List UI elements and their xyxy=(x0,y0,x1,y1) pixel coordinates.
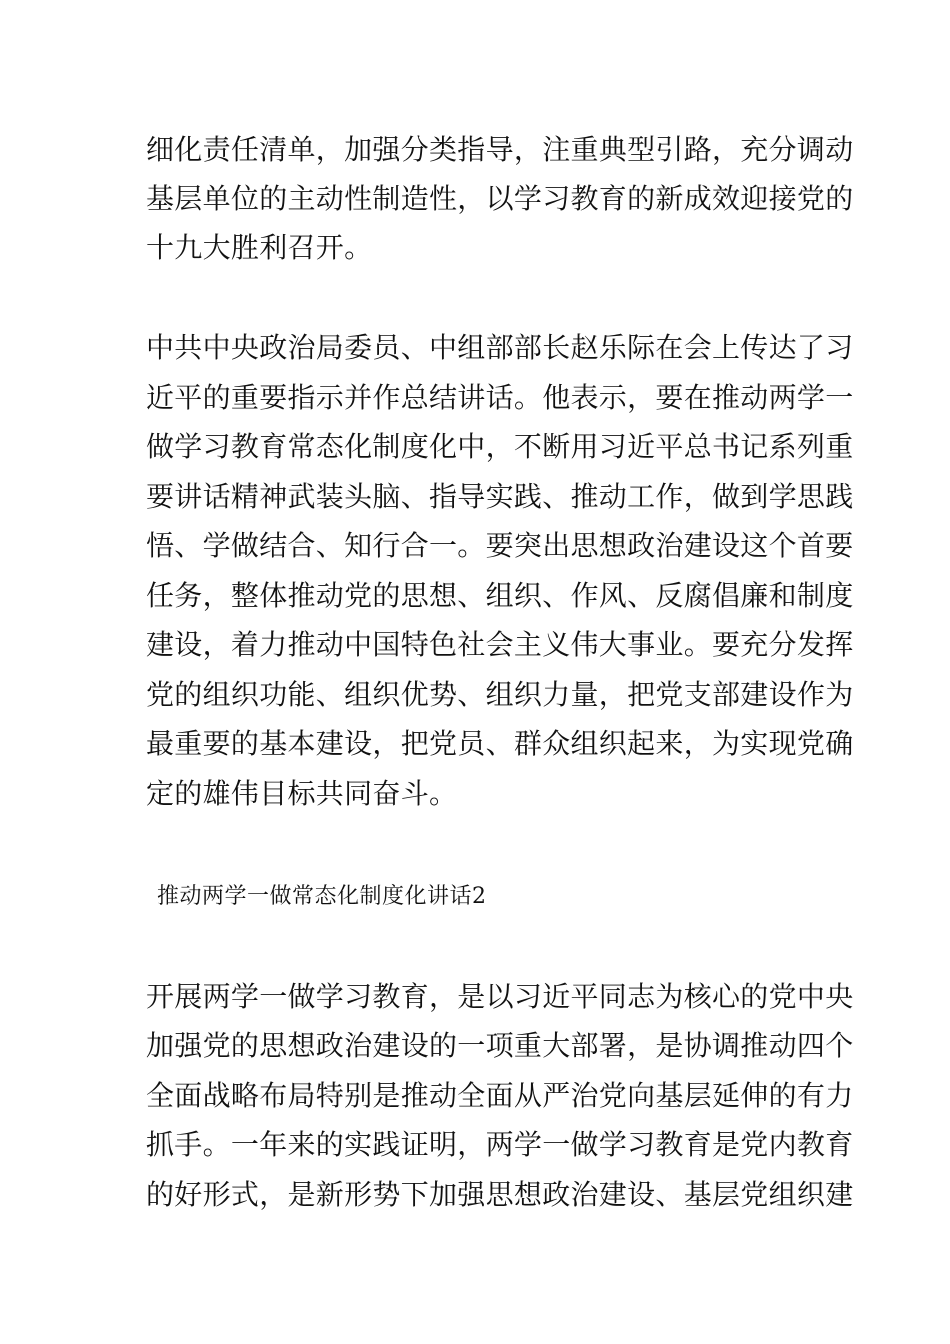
paragraph-1-line-3: 十九大胜利召开。 xyxy=(146,231,373,264)
paragraph-2-line-3: 做学习教育常态化制度化中，不断用习近平总书记系列重 xyxy=(146,430,854,463)
paragraph-3-line-4: 抓手。一年来的实践证明，两学一做学习教育是党内教育 xyxy=(146,1128,854,1161)
paragraph-2-line-2: 近平的重要指示并作总结讲话。他表示，要在推动两学一 xyxy=(146,381,854,414)
paragraph-2-line-10: 定的雄伟目标共同奋斗。 xyxy=(146,777,458,810)
paragraph-2-line-8: 党的组织功能、组织优势、组织力量，把党支部建设作为 xyxy=(146,678,854,711)
paragraph-3-line-1: 开展两学一做学习教育，是以习近平同志为核心的党中央 xyxy=(146,980,854,1013)
paragraph-2-line-7: 建设，着力推动中国特色社会主义伟大事业。要充分发挥 xyxy=(146,628,854,661)
paragraph-2-line-6: 任务，整体推动党的思想、组织、作风、反腐倡廉和制度 xyxy=(146,579,854,612)
paragraph-2-line-1: 中共中央政治局委员、中组部部长赵乐际在会上传达了习 xyxy=(146,331,854,364)
paragraph-1-line-2: 基层单位的主动性制造性，以学习教育的新成效迎接党的 xyxy=(146,182,854,215)
paragraph-3-line-3: 全面战略布局特别是推动全面从严治党向基层延伸的有力 xyxy=(146,1079,854,1112)
paragraph-2-line-5: 悟、学做结合、知行合一。要突出思想政治建设这个首要 xyxy=(146,529,854,562)
paragraph-1-line-1: 细化责任清单，加强分类指导，注重典型引路，充分调动 xyxy=(146,133,854,166)
section-heading: 推动两学一做常态化制度化讲话2 xyxy=(157,884,487,909)
paragraph-3-line-5: 的好形式，是新形势下加强思想政治建设、基层党组织建 xyxy=(146,1178,854,1211)
paragraph-2-line-4: 要讲话精神武装头脑、指导实践、推动工作，做到学思践 xyxy=(146,480,854,513)
paragraph-2-line-9: 最重要的基本建设，把党员、群众组织起来，为实现党确 xyxy=(146,727,854,760)
paragraph-3-line-2: 加强党的思想政治建设的一项重大部署，是协调推动四个 xyxy=(146,1029,854,1062)
